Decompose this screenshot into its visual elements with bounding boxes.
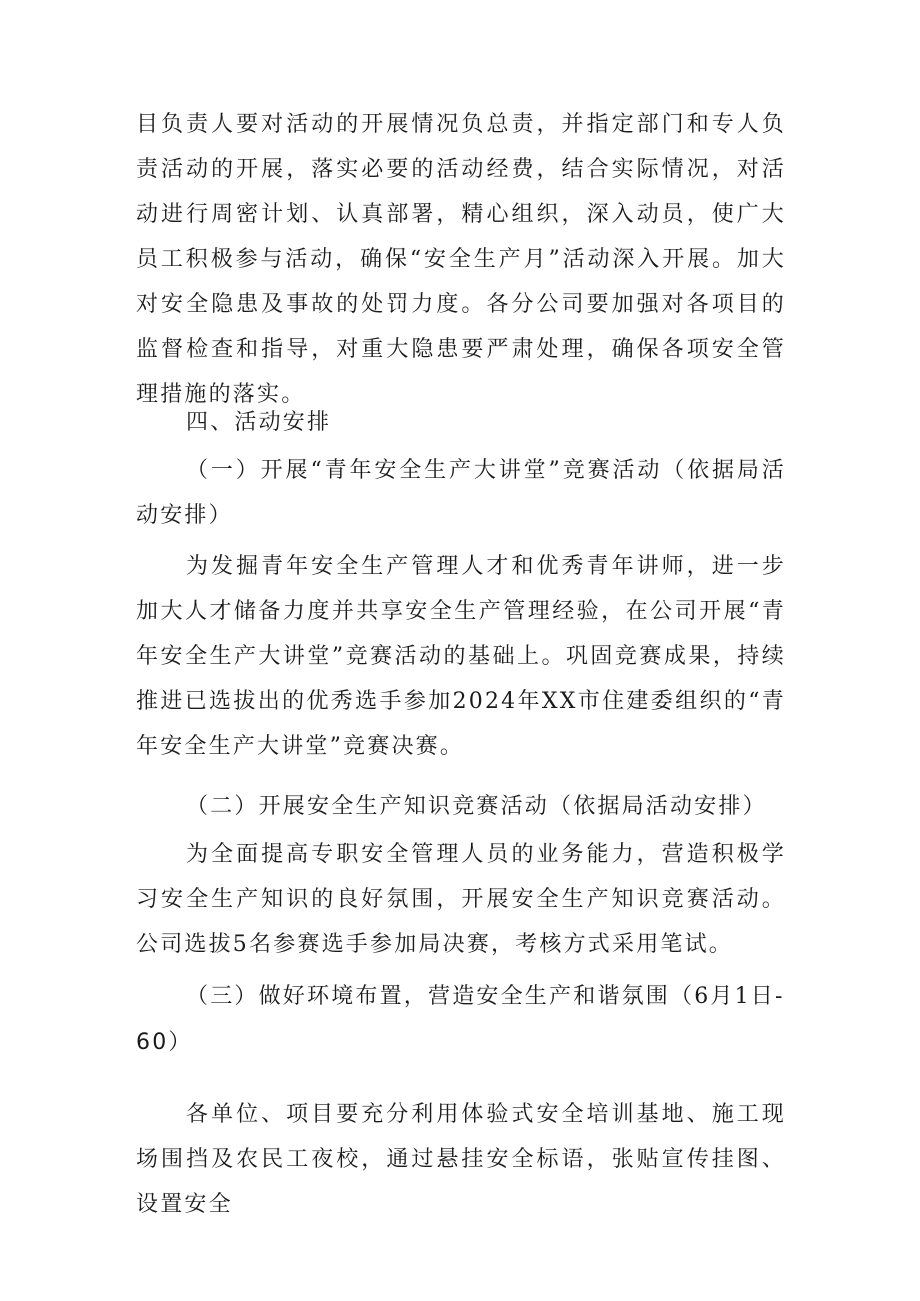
subsection-title-knowledge-contest: （二）开展安全生产知识竞赛活动（依据局活动安排） (186, 794, 767, 819)
subsection-title-environment-line1: （三）做好环境布置，营造安全生产和谐氛围（6月1日- (186, 984, 785, 1009)
subsection-title-environment-line2: 60） (136, 1030, 193, 1055)
paragraph-environment: 各单位、项目要充分利用体验式安全培训基地、施工现场围挡及农民工夜校，通过悬挂安全标语，张贴宣传挂图、设置安全 (136, 1102, 786, 1217)
section-heading-activity-arrangement: 四、活动安排 (186, 410, 332, 435)
subsection-title-youth-lecture: （一）开展“青年安全生产大讲堂”竞赛活动（依据局活动安排） (136, 458, 786, 528)
paragraph-youth-lecture: 为发掘青年安全生产管理人才和优秀青年讲师，进一步加大人才储备力度并共享安全生产管理经验，在公司开展“青年安全生产大讲堂”竞赛活动的基础上。巩固竞赛成果，持续推进已选拔出的优秀选手参加2024年XX市住建委组织的“青年安全生产大讲堂”竞赛决赛。 (136, 554, 786, 759)
paragraph-knowledge-contest: 为全面提高专职安全管理人员的业务能力，营造积极学习安全生产知识的良好氛围，开展安全生产知识竞赛活动。公司选拔5名参赛选手参加局决赛，考核方式采用笔试。 (136, 842, 786, 957)
paragraph-responsibility: 目负责人要对活动的开展情况负总责，并指定部门和专人负责活动的开展，落实必要的活动经费，结合实际情况，对活动进行周密计划、认真部署，精心组织，深入动员，使广大员工积极参与活动，确保“安全生产月”活动深入开展。加大对安全隐患及事故的处罚力度。各分公司要加强对各项目的监督检查和指导，对重大隐患要严肃处理，确保各项安全管理措施的落实。 (136, 112, 786, 407)
